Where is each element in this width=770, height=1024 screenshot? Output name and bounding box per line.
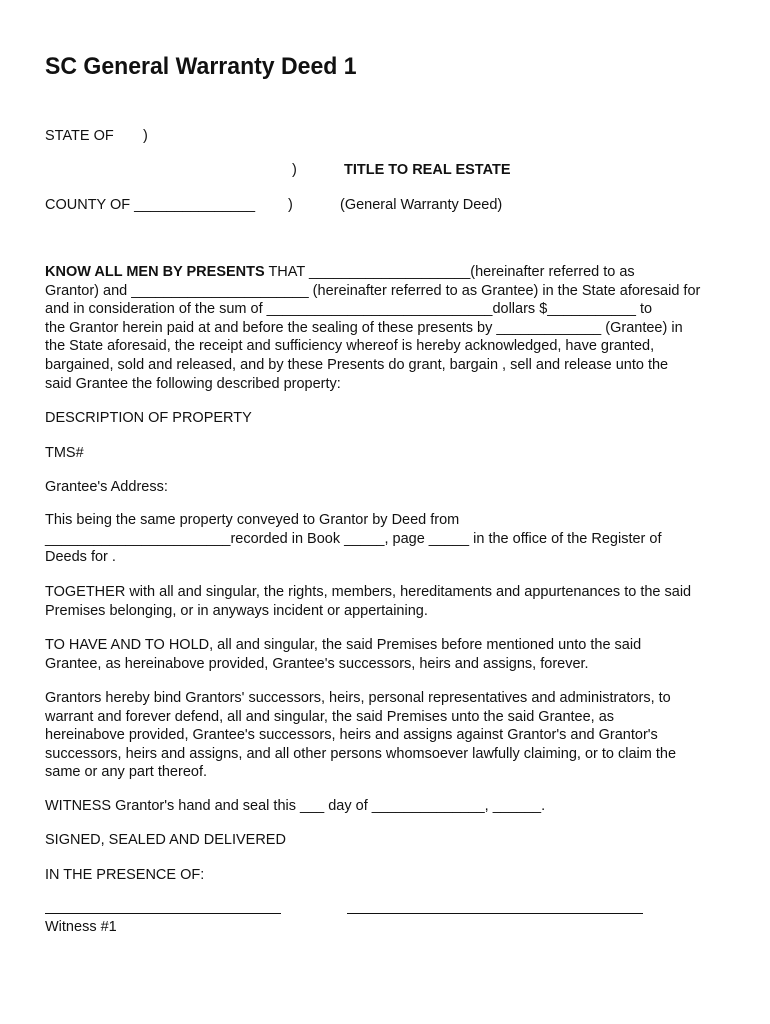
- grantor-signature-line[interactable]: [347, 913, 643, 914]
- tms-label: TMS#: [45, 445, 84, 461]
- grantees-address-label: Grantee's Address:: [45, 479, 168, 495]
- know-all-men-paragraph: [45, 263, 735, 393]
- to-have-line: TO HAVE AND TO HOLD, all and singular, the said Premises before mentioned unto the said: [45, 637, 642, 653]
- together-line: TOGETHER with all and singular, the rights, members, hereditaments and appurtenances to the said: [45, 584, 692, 600]
- general-warranty-deed-label: (General Warranty Deed): [340, 197, 503, 213]
- grantors-bind-line: warrant and forever defend, all and singular, the said Premises unto the said Grantee, as: [45, 708, 615, 725]
- to-have-and-to-hold-paragraph: [45, 636, 735, 673]
- know-all-men-line: the State aforesaid, the receipt and sufficiency whereof is hereby acknowledged, have granted,: [45, 338, 655, 355]
- signed-sealed-delivered: SIGNED, SEALED AND DELIVERED: [45, 832, 286, 848]
- same-property-line: This being the same property conveyed to Grantor by Deed from: [45, 512, 460, 528]
- know-all-men-line: bargained, sold and released, and by these Presents do grant, bargain , sell and release unto the: [45, 356, 669, 373]
- know-all-men-line: said Grantee the following described property:: [45, 375, 341, 392]
- caption-paren-1: ): [143, 128, 148, 144]
- grantors-bind-line: Grantors hereby bind Grantors' successors, heirs, personal representatives and administrators, to: [45, 690, 671, 706]
- grantors-bind-line: hereinabove provided, Grantee's successors, heirs and assigns against Grantor's and Grantor's: [45, 727, 658, 744]
- witness-1-label: Witness #1: [45, 919, 117, 935]
- know-all-men-line: Grantor) and ______________________ (hereinafter referred to as Grantee) in the State aforesaid for: [45, 282, 701, 299]
- title-to-real-estate: TITLE TO REAL ESTATE: [344, 162, 511, 178]
- county-of-label: COUNTY OF _______________: [45, 197, 256, 213]
- in-the-presence-of: IN THE PRESENCE OF:: [45, 867, 205, 883]
- together-paragraph: [45, 583, 735, 620]
- know-all-men-lead: KNOW ALL MEN BY PRESENTS: [45, 264, 265, 280]
- witness-grantor-line: WITNESS Grantor's hand and seal this ___ day of ______________, ______.: [45, 798, 546, 814]
- know-all-men-line-1-rest: THAT ____________________(hereinafter referred to as: [264, 264, 635, 280]
- know-all-men-line: the Grantor herein paid at and before the sealing of these presents by _____________ (Grantee) in: [45, 319, 683, 336]
- document-title: SC General Warranty Deed 1: [45, 53, 357, 80]
- grantors-bind-paragraph: [45, 689, 735, 782]
- caption-paren-2: ): [292, 162, 297, 178]
- grantors-bind-line: same or any part thereof.: [45, 764, 207, 781]
- grantors-bind-line: successors, heirs and assigns, and all other persons whomsoever lawfully claiming, or to claim the: [45, 745, 677, 762]
- know-all-men-line-1: [45, 263, 735, 282]
- same-property-line: Deeds for .: [45, 549, 116, 566]
- caption-paren-3: ): [288, 197, 293, 213]
- know-all-men-line: and in consideration of the sum of ____________________________dollars $___________ to: [45, 301, 653, 318]
- description-of-property-heading: DESCRIPTION OF PROPERTY: [45, 410, 252, 426]
- same-property-paragraph: [45, 511, 735, 567]
- witness-1-signature-line[interactable]: [45, 913, 281, 914]
- state-of-label: STATE OF: [45, 128, 114, 144]
- to-have-line: Grantee, as hereinabove provided, Grantee's successors, heirs and assigns, forever.: [45, 655, 589, 672]
- same-property-line: _______________________recorded in Book _____, page _____ in the office of the Register of: [45, 530, 662, 547]
- together-line: Premises belonging, or in anyways incident or appertaining.: [45, 602, 428, 619]
